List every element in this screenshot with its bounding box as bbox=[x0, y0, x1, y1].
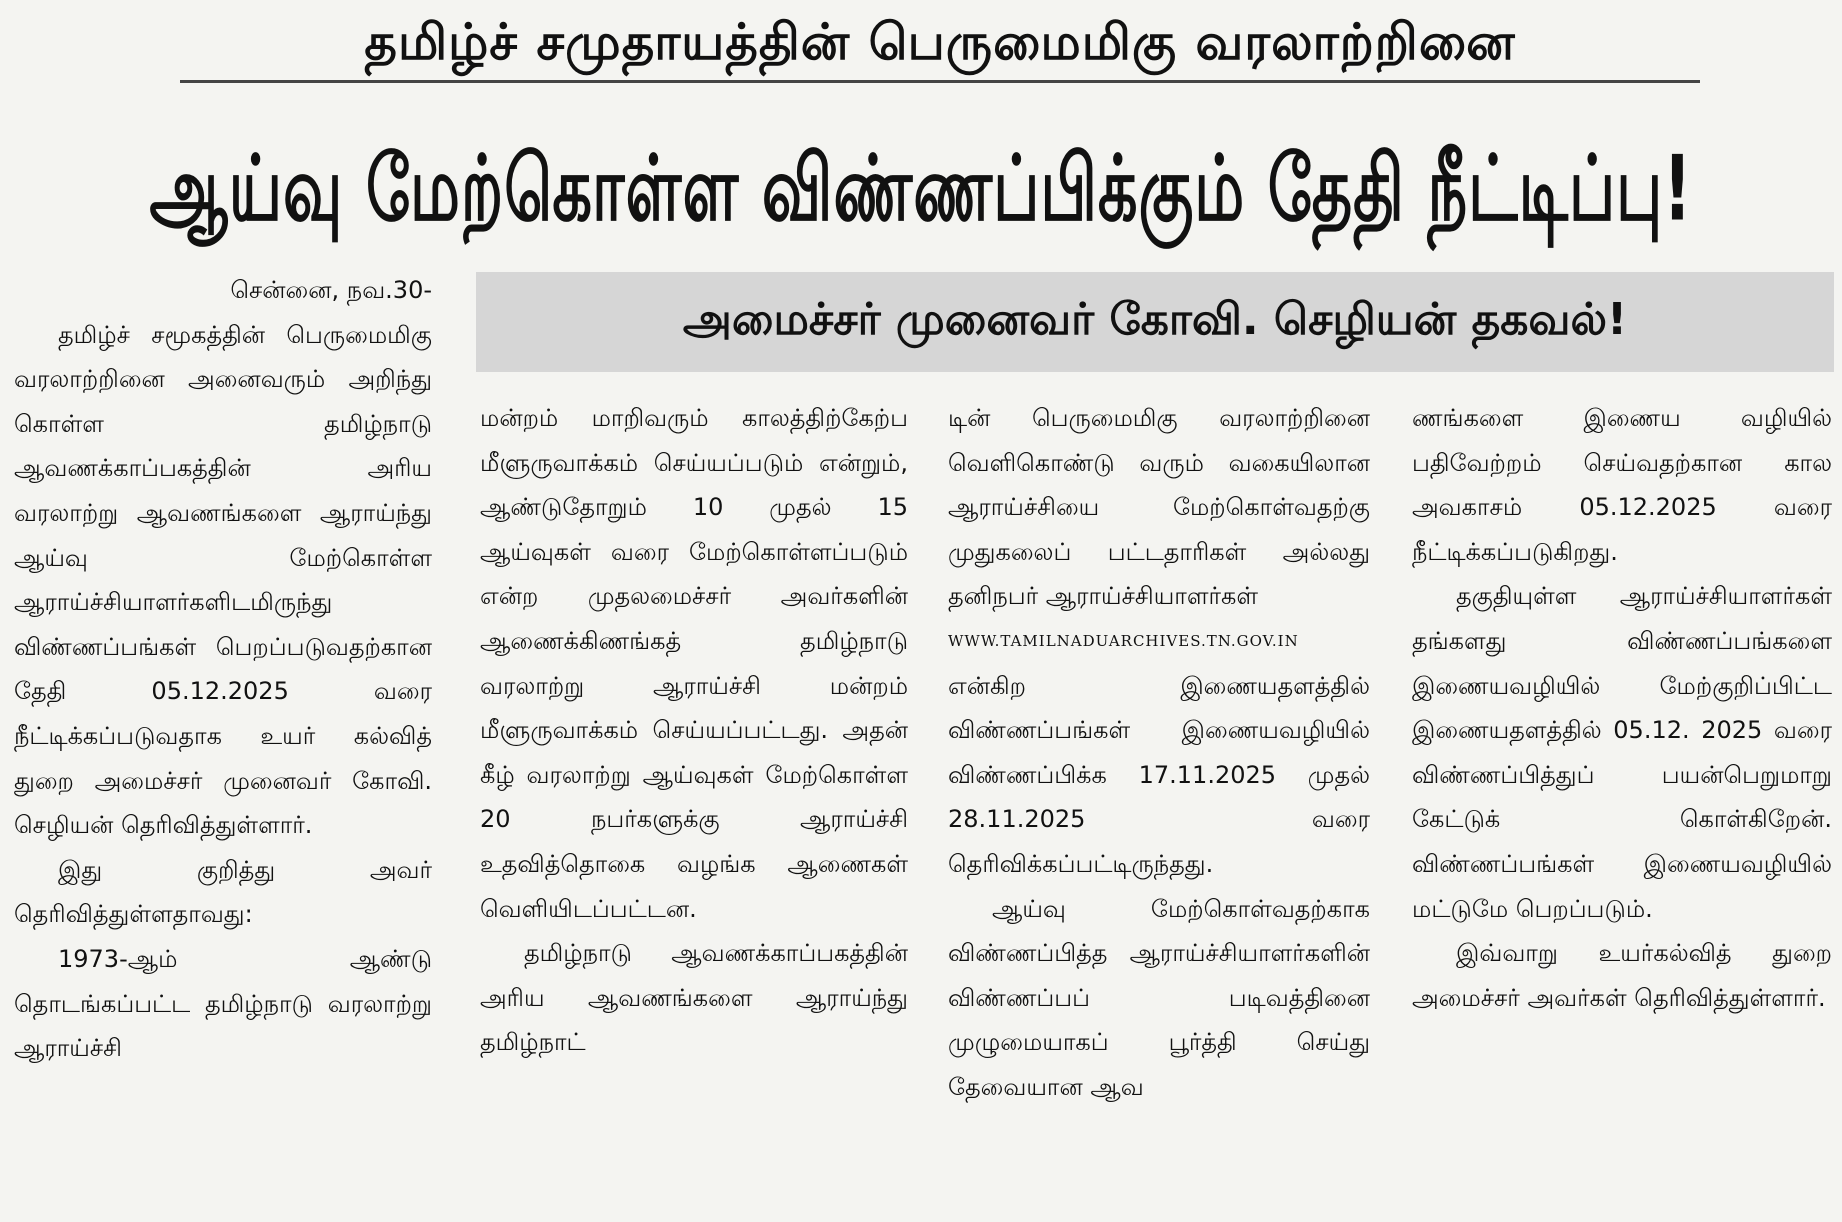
main-headline: ஆய்வு மேற்கொள்ள விண்ணப்பிக்கும் தேதி நீட்டிப்பு! bbox=[149, 135, 1693, 242]
dateline: சென்னை, நவ.30- bbox=[230, 276, 432, 304]
paragraph: தகுதியுள்ள ஆராய்ச்சியாளர்கள் தங்களது விண்ணப்பங்களை இணையவழியில் மேற்குறிப்பிட்ட இணையதளத்தில் 05.12. 2025 வரை விண்ணப்பித்துப் பயன்பெறுமாறு கேட்டுக் கொள்கிறேன். விண்ணப்பங்கள் இணையவழியில் மட்டுமே பெறப்படும். bbox=[1412, 582, 1832, 923]
subheadline: அமைச்சர் முனைவர் கோவி. செழியன் தகவல்! bbox=[476, 272, 1834, 372]
paragraph: 1973-ஆம் ஆண்டு தொடங்கப்பட்ட தமிழ்நாடு வரலாற்று ஆராய்ச்சி bbox=[14, 944, 432, 1063]
paragraph: தமிழ்நாடு ஆவணக்காப்பகத்தின் அரிய ஆவணங்களை ஆராய்ந்து தமிழ்நாட் bbox=[480, 939, 908, 1057]
paragraph: ணங்களை இணைய வழியில் பதிவேற்றம் செய்வதற்கான கால அவகாசம் 05.12.2025 வரை நீட்டிக்கப்படுகிறது. bbox=[1412, 404, 1832, 566]
paragraph: ஆய்வு மேற்கொள்வதற்காக விண்ணப்பித்த ஆராய்ச்சியாளர்களின் விண்ணப்பப் படிவத்தினை முழுமையாகப் பூர்த்தி செய்து தேவையான ஆவ bbox=[948, 894, 1370, 1101]
paragraph: டின் பெருமைமிகு வரலாற்றினை வெளிகொண்டு வரும் வகையிலான ஆராய்ச்சியை மேற்கொள்வதற்கு முதுகலைப் பட்டதாரிகள் அல்லது தனிநபர் ஆராய்ச்சியாளர்கள் bbox=[948, 404, 1370, 611]
paragraph: மன்றம் மாறிவரும் காலத்திற்கேற்ப மீளுருவாக்கம் செய்யப்படும் என்றும், ஆண்டுதோறும் 10 முதல் 15 ஆய்வுகள் வரை மேற்கொள்ளப்படும் என்ற முதலமைச்சர் அவர்களின் ஆணைக்கிணங்கத் தமிழ்நாடு வரலாற்று ஆராய்ச்சி மன்றம் மீளுருவாக்கம் செய்யப்பட்டது. அதன் கீழ் வரலாற்று ஆய்வுகள் மேற்கொள்ள 20 நபர்களுக்கு ஆராய்ச்சி உதவித்தொகை வழங்க ஆணைகள் வெளியிடப்பட்டன. bbox=[480, 404, 908, 923]
kicker-heading: தமிழ்ச் சமுதாயத்தின் பெருமைமிகு வரலாற்றினை bbox=[180, 4, 1700, 83]
paragraph: இவ்வாறு உயர்கல்வித் துறை அமைச்சர் அவர்கள் தெரிவித்துள்ளார். bbox=[1412, 939, 1832, 1012]
website-url: WWW.TAMILNADUARCHIVES.TN.GOV.IN bbox=[948, 631, 1299, 650]
paragraph: என்கிற இணையதளத்தில் விண்ணப்பங்கள் இணையவழியில் விண்ணப்பிக்க 17.11.2025 முதல் 28.11.2025 வரை தெரிவிக்கப்பட்டிருந்தது. bbox=[948, 671, 1370, 878]
paragraph: இது குறித்து அவர் தெரிவித்துள்ளதாவது: bbox=[14, 855, 432, 929]
article-column-1 bbox=[14, 268, 432, 1071]
article-column-2 bbox=[480, 396, 908, 1065]
article-column-3 bbox=[948, 396, 1370, 1110]
article-column-4 bbox=[1412, 396, 1832, 1020]
paragraph: தமிழ்ச் சமூகத்தின் பெருமைமிகு வரலாற்றினை அனைவரும் அறிந்து கொள்ள தமிழ்நாடு ஆவணக்காப்பகத்தின் அரிய வரலாற்று ஆவணங்களை ஆராய்ந்து ஆய்வு மேற்கொள்ள ஆராய்ச்சியாளர்களிடமிருந்து விண்ணப்பங்கள் பெறப்படுவதற்கான தேதி 05.12.2025 வரை நீட்டிக்கப்படுவதாக உயர் கல்வித் துறை அமைச்சர் முனைவர் கோவி. செழியன் தெரிவித்துள்ளார். bbox=[14, 320, 432, 840]
